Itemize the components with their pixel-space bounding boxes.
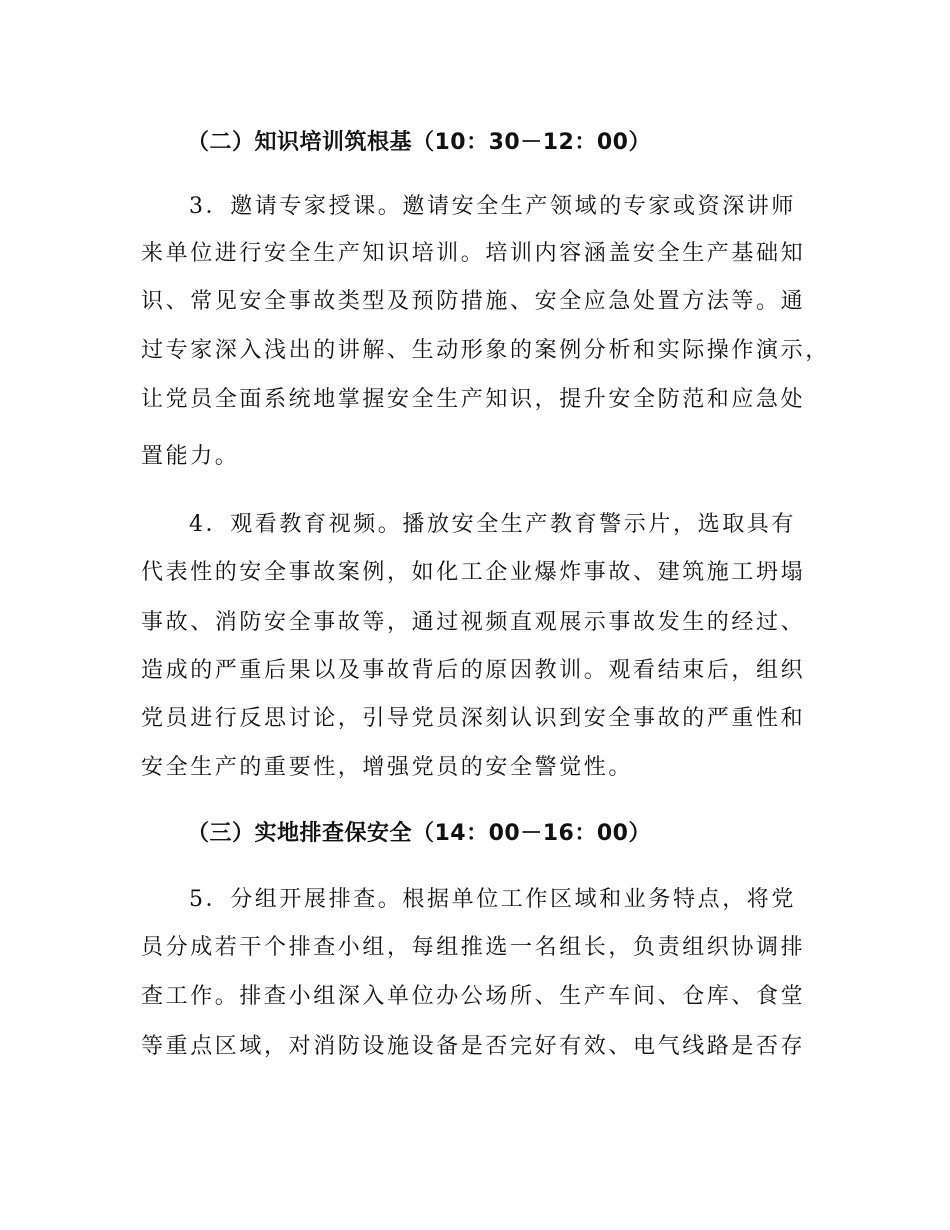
paragraph-line: 来单位进行安全生产知识培训。培训内容涵盖安全生产基础知	[141, 241, 806, 266]
paragraph-line: 4．观看教育视频。播放安全生产教育警示片，选取具有	[189, 512, 796, 537]
paragraph-line: 安全生产的重要性，增强党员的安全警觉性。	[141, 755, 634, 780]
paragraph-line: 代表性的安全事故案例，如化工企业爆炸事故、建筑施工坍塌	[141, 560, 806, 585]
paragraph-line: 5．分组开展排查。根据单位工作区域和业务特点，将党	[189, 887, 796, 912]
paragraph-line: 党员进行反思讨论，引导党员深刻认识到安全事故的严重性和	[141, 706, 806, 731]
section-heading: （二）知识培训筑根基（10：30－12：00）	[187, 130, 651, 155]
paragraph-line: 识、常见安全事故类型及预防措施、安全应急处置方法等。通	[141, 289, 806, 314]
paragraph-line: 等重点区域，对消防设施设备是否完好有效、电气线路是否存	[141, 1034, 806, 1059]
paragraph-line: 员分成若干个排查小组，每组推选一名组长，负责组织协调排	[141, 935, 806, 960]
paragraph-line: 查工作。排查小组深入单位办公场所、生产车间、仓库、食堂	[141, 984, 806, 1009]
paragraph-line: 让党员全面系统地掌握安全生产知识，提升安全防范和应急处	[141, 387, 806, 412]
paragraph-line: 造成的严重后果以及事故背后的原因教训。观看结束后，组织	[141, 658, 806, 683]
paragraph-line: 置能力。	[141, 444, 240, 469]
paragraph-line: 过专家深入浅出的讲解、生动形象的案例分析和实际操作演示，	[141, 338, 830, 363]
section-heading: （三）实地排查保安全（14：00－16：00）	[187, 821, 651, 846]
paragraph-line: 3．邀请专家授课。邀请安全生产领域的专家或资深讲师	[189, 194, 796, 219]
paragraph-line: 事故、消防安全事故等，通过视频直观展示事故发生的经过、	[141, 610, 806, 635]
